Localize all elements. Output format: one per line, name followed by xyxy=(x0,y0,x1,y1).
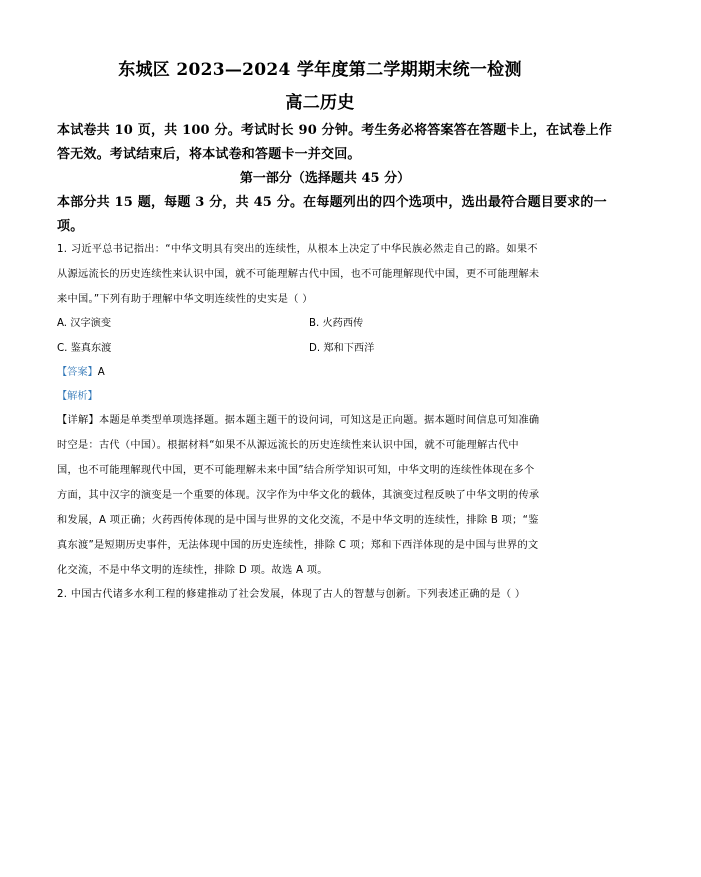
explanation-line-7: 化交流，不是中华文明的连续性，排除 D 项。故选 A 项。 xyxy=(57,565,328,576)
question1-option-c: C. 鉴真东渡 xyxy=(57,343,112,354)
question2-stem: 2. 中国古代诸多水利工程的修建推动了社会发展，体现了古人的智慧与创新。下列表述正确的是（ ） xyxy=(57,589,526,600)
part1-heading: 第一部分（选择题共 45 分） xyxy=(239,171,411,186)
exam-subject: 高二历史 xyxy=(285,93,355,113)
exam-title: 东城区 2023—2024 学年度第二学期期末统一检测 xyxy=(118,60,522,80)
answer-row xyxy=(57,363,105,378)
instructions-line-1: 本试卷共 10 页，共 100 分。考试时长 90 分钟。考生务必将答案答在答题卡上，在试卷上作 xyxy=(57,123,613,138)
analysis-tag: 【解析】 xyxy=(57,391,98,402)
question1-option-a: A. 汉字演变 xyxy=(57,318,112,329)
explanation-line-3: 国，也不可能理解现代中国，更不可能理解未来中国”结合所学知识可知，中华文明的连续性体现在多个 xyxy=(57,465,535,476)
answer-tag: 【答案】 xyxy=(57,367,98,378)
question1-stem-line-2: 从源远流长的历史连续性来认识中国，就不可能理解古代中国，也不可能理解现代中国，更不可能理解未 xyxy=(57,269,540,280)
question1-option-d: D. 郑和下西洋 xyxy=(309,343,375,354)
part1-description-line-1: 本部分共 15 题，每题 3 分，共 45 分。在每题列出的四个选项中，选出最符合题目要求的一 xyxy=(57,195,607,210)
instructions-line-2: 答无效。考试结束后，将本试卷和答题卡一并交回。 xyxy=(57,147,361,162)
part1-description-line-2: 项。 xyxy=(57,219,84,234)
answer-value: A xyxy=(97,367,105,378)
explanation-line-5: 和发展，A 项正确；火药西传体现的是中国与世界的文化交流，不是中华文明的连续性，排除 B 项；“鉴 xyxy=(57,515,539,526)
explanation-line-6: 真东渡”是短期历史事件，无法体现中国的历史连续性，排除 C 项；郑和下西洋体现的是中国与世界的文 xyxy=(57,540,539,551)
question1-stem-line-3: 来中国。”下列有助于理解中华文明连续性的史实是（ ） xyxy=(57,294,313,305)
explanation-line-2: 时空是：古代（中国）。根据材料“如果不从源远流长的历史连续性来认识中国，就不可能理解古代中 xyxy=(57,440,519,451)
question1-stem-line-1: 1. 习近平总书记指出：“中华文明具有突出的连续性，从根本上决定了中华民族必然走自己的路。如果不 xyxy=(57,244,538,255)
explanation-line-4: 方面，其中汉字的演变是一个重要的体现。汉字作为中华文化的载体，其演变过程反映了中华文明的传承 xyxy=(57,490,540,501)
question1-option-b: B. 火药西传 xyxy=(309,318,364,329)
explanation-line-1: 【详解】本题是单类型单项选择题。据本题主题干的设问词，可知这是正向题。据本题时间信息可知准确 xyxy=(57,415,540,426)
explanation-tag: 【详解】 xyxy=(57,415,99,426)
